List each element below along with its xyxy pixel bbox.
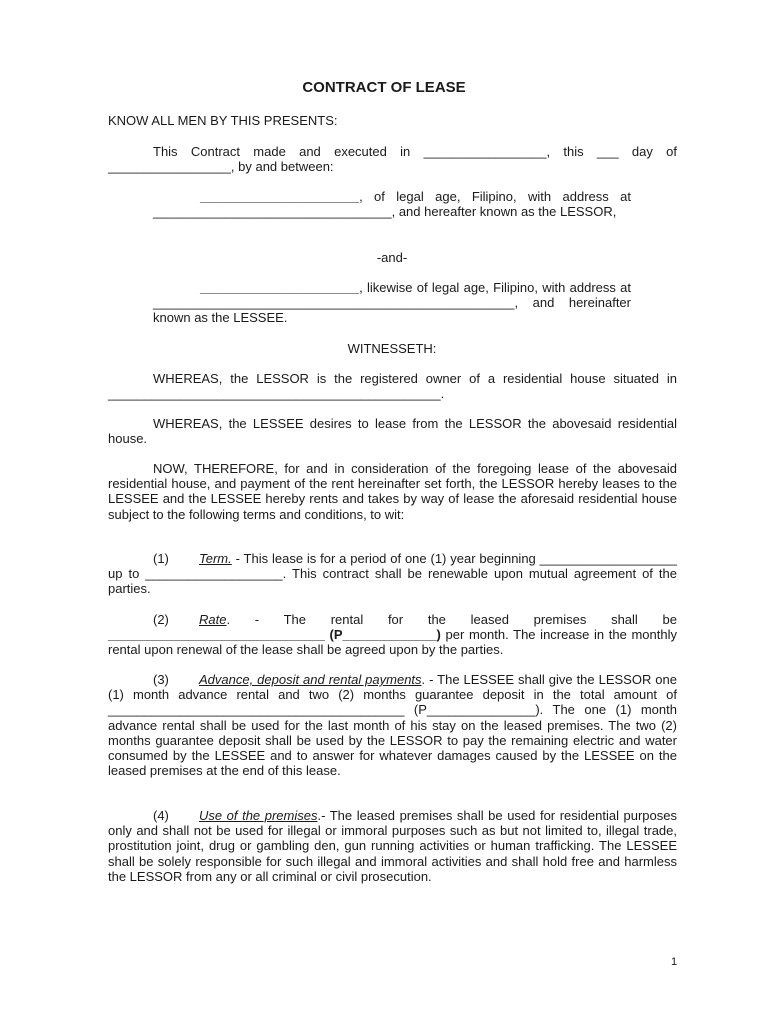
clause-number: (2) <box>153 612 169 627</box>
clause-number: (3) <box>153 672 169 687</box>
lessor-name-blank: ______________________ <box>200 189 360 204</box>
lessee-name-blank: ______________________ <box>200 280 360 295</box>
lessee-text: , likewise of legal age, Filipino, with address at __________________________________________________, and hereinafter known as the LESSEE. <box>153 280 631 326</box>
witnesseth-heading: WITNESSETH: <box>347 341 437 356</box>
preamble: KNOW ALL MEN BY THIS PRESENTS: <box>108 113 338 128</box>
clause-body: . - The rental for the leased premises shall be <box>226 612 677 627</box>
intro-text: This Contract made and executed in _________________, this ___ day of _________________, by and between: <box>108 144 677 175</box>
and-separator: -and- <box>376 250 408 265</box>
whereas-1-paragraph <box>108 371 677 401</box>
clause-rate <box>108 612 677 658</box>
clause-body: . - The LESSEE shall give the LESSOR one (1) month advance rental and two (2) months guarantee deposit in the total amount of _________________________________________ (P_______________). The one (1) month advance rental shall be used for the last month of his stay on the leased premises. The two (2) months guarantee deposit shall be used by the LESSOR to pay the remaining electric and water consumed by the LESSEE and to answer for whatever damages caused by the LESSEE on the leased premises at the end of this lease. <box>108 672 677 779</box>
lessor-text: , of legal age, Filipino, with address at _________________________________, and hereafter known as the LESSOR, <box>153 189 631 220</box>
clause-term <box>108 551 677 597</box>
clause-body: .- The leased premises shall be used for residential purposes only and shall not be used for illegal or immoral purposes such as but not limited to, illegal trade, prostitution joint, drug or gambling den, gun running activities or human trafficking. The LESSEE shall be solely responsible for such illegal and immoral activities and shall hold free and harmless the LESSOR from any or all criminal or civil prosecution. <box>108 808 677 884</box>
rental-amount-blank: ______________________________ (P_____________) <box>108 627 441 643</box>
clause-body-continued: per month. The increase in the monthly rental upon renewal of the lease shall be agreed upon by the parties. <box>108 627 677 658</box>
clause-heading: Use of the premises <box>199 808 318 823</box>
clause-heading: Advance, deposit and rental payments <box>199 672 422 687</box>
whereas-2-paragraph <box>108 416 677 446</box>
page-number: 1 <box>670 956 678 968</box>
intro-paragraph <box>108 144 677 174</box>
whereas-2-text: WHEREAS, the LESSEE desires to lease from the LESSOR the abovesaid residential house. <box>108 416 677 447</box>
clause-number: (4) <box>153 808 169 823</box>
now-therefore-text: NOW, THEREFORE, for and in consideration of the foregoing lease of the abovesaid residential house, and payment of the rent hereinafter set forth, the LESSOR hereby leases to the LESSEE and the LESSEE hereby rents and takes by way of lease the aforesaid residential house subject to the following terms and conditions, to wit: <box>108 461 677 522</box>
clause-advance-deposit <box>108 672 677 778</box>
clause-body: - This lease is for a period of one (1) year beginning ___________________ up to ___________________. This contract shall be renewable upon mutual agreement of the parties. <box>108 551 677 597</box>
whereas-1-text: WHEREAS, the LESSOR is the registered owner of a residential house situated in ______________________________________________. <box>108 371 677 402</box>
document-title: CONTRACT OF LEASE <box>302 79 466 96</box>
clause-heading: Rate <box>199 612 227 627</box>
clause-use-of-premises <box>108 808 677 884</box>
clause-number: (1) <box>153 551 169 566</box>
now-therefore-paragraph <box>108 461 677 522</box>
lessor-paragraph <box>153 189 631 219</box>
lessee-paragraph <box>153 280 631 326</box>
clause-heading: Term. <box>199 551 232 566</box>
